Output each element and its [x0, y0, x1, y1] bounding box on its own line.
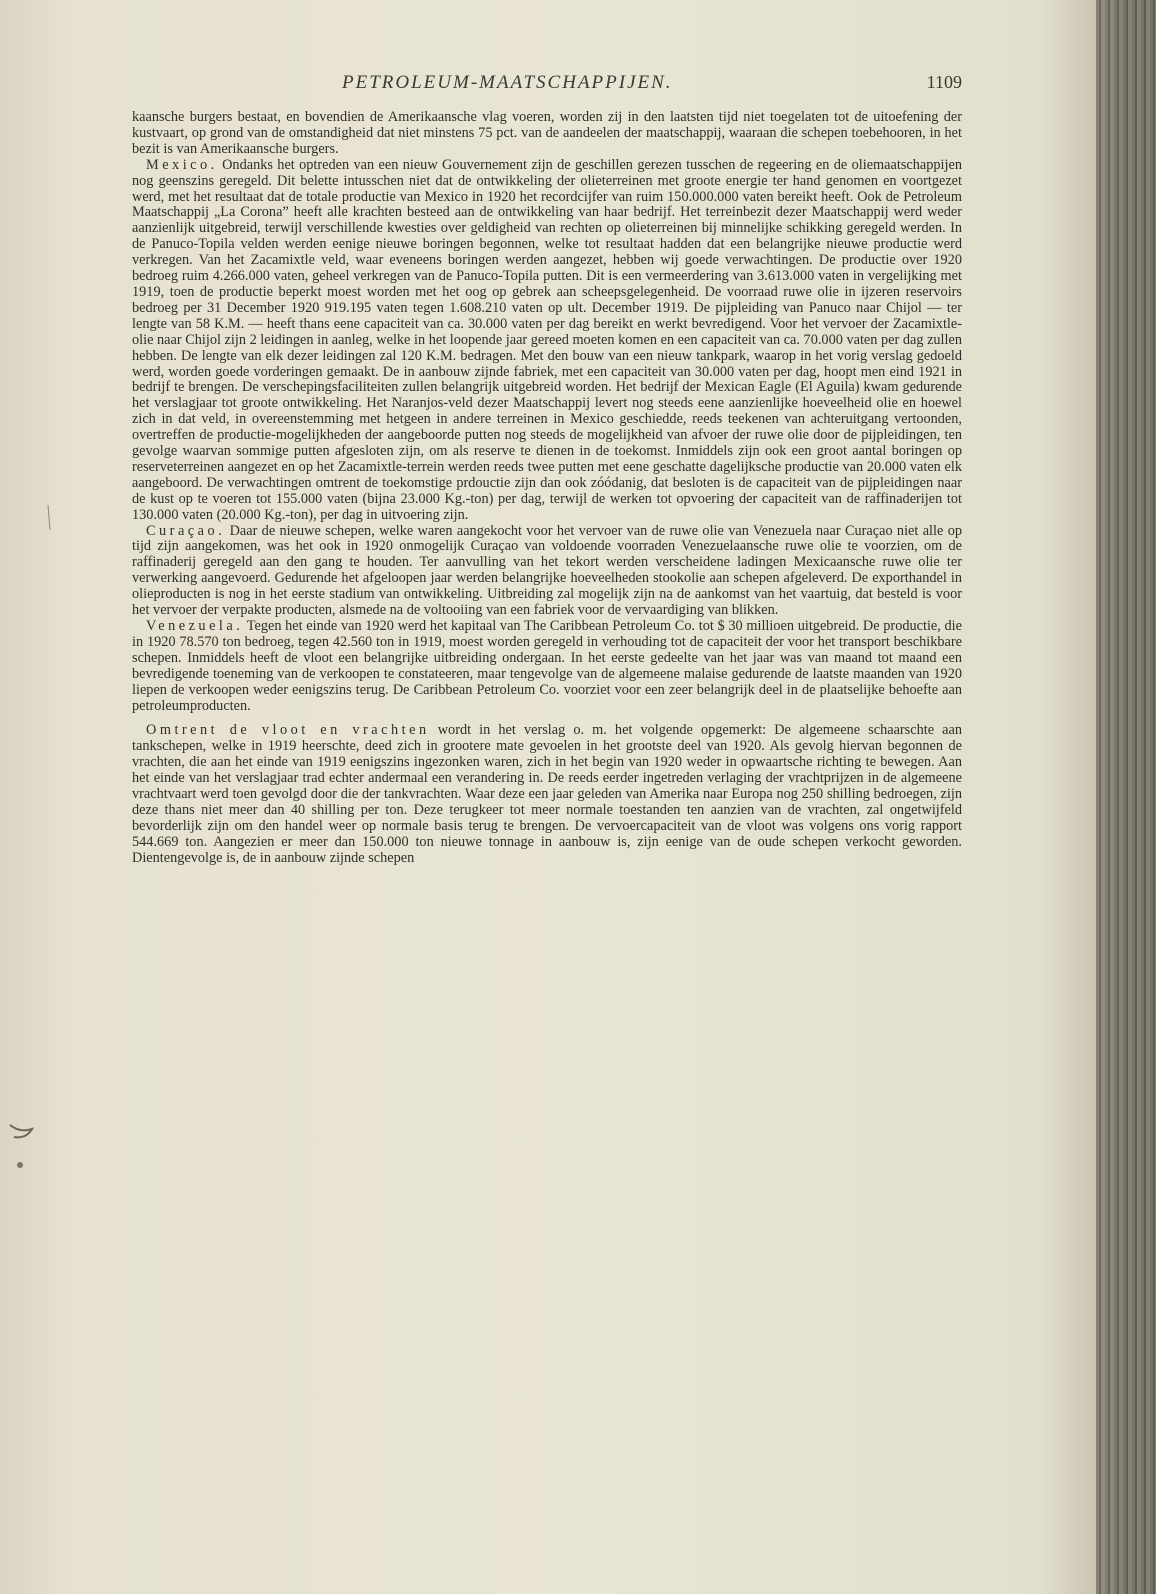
paragraph-text: Tegen het einde van 1920 werd het kapitaal van The Caribbean Petroleum Co. tot $ 30 millioen uitgebreid. De productie, die in 1920 78.570 ton bedroeg, tegen 42.560 ton in 1919, moest worden geregeld in verhouding tot de capaciteit der voor het transport beschikbare schepen. Inmiddels heeft de vloot een belangrijke uitbreiding ondergaan. In het eerste gedeelte van het jaar was van maand tot maand een bevredigende toeneming van de verkoopen te constateeren, maar tengevolge van de algemeene malaise gedurende de laatste maanden van 1920 liepen de verkoopen weder eenigszins terug. De Caribbean Petroleum Co. voorziet voor een zeer belangrijk deel in de plaatselijke behoefte aan petroleumproducten. — [132, 618, 962, 714]
section-lead: Mexico. — [146, 156, 218, 173]
paragraph-text: Ondanks het optreden van een nieuw Gouvernement zijn de geschillen gerezen tusschen de regeering en de oliemaatschappijen nog geenszins geregeld. Dit belette intusschen niet dat de ontwikkeling der olieterreinen met groote energie ter hand genomen en voortgezet werd, met het resultaat dat de totale productie van Mexico in 1920 het recordcijfer van ruim 150.000.000 vaten bereikt heeft. Ook de Petroleum Maatschappij „La Corona” heeft alle krachten besteed aan de ontwikkeling van haar bedrijf. Het terreinbezit dezer Maatschappij werd weder aanzienlijk uitgebreid, terwijl verschillende kwesties over geldigheid van rechten op olieterreinen bij minnelijke schikking geregeld werden. In de Panuco-Topila velden werden eenige nieuwe boringen begonnen, welke tot resultaat hadden dat een belangrijke nieuwe productie werd verkregen. Van het Zacamixtle veld, waar eveneens boringen werden aangezet, hebben wij goede verwachtingen. De productie over 1920 bedroeg ruim 4.266.000 vaten, geheel verkregen van de Panuco-Topila putten. Dit is een vermeerdering van 3.613.000 vaten in vergelijking met 1919, toen de productie beperkt moest worden met het oog op gebrek aan scheepsgelegenheid. De voorraad ruwe olie in ijzeren reservoirs bedroeg per 31 December 1920 919.195 vaten tegen 1.608.210 vaten op ult. December 1919. De pijpleiding van Panuco naar Chijol — ter lengte van 58 K.M. — heeft thans eene capaciteit van ca. 30.000 vaten per dag bereikt en werkt bevredigend. Voor het vervoer der Zacamixtle-olie naar Chijol zijn 2 leidingen in aanleg, welke in het loopende jaar gereed moeten komen en een capaciteit van ca. 70.000 vaten per dag zullen hebben. De lengte van elk dezer leidingen zal 120 K.M. bedragen. Met den bouw van een nieuw tankpark, waarop in het vorig verslag gedoeld werd, worden goede vorderingen gemaakt. De in aanbouw zijnde fabriek, met een capaciteit van 30.000 vaten per dag, hoopt men eind 1921 in bedrijf te brengen. De verschepingsfaciliteiten zullen belangrijk uitgebreid worden. Het bedrijf der Mexican Eagle (El Aguila) kwam gedurende het verslagjaar tot groote ontwikkeling. Het Naranjos-veld dezer Maatschappij levert nog steeds eene aanzienlijke hoeveelheid olie en hoewel zich in dat veld, in overeenstemming met hetgeen in andere terreinen in Mexico geschiedde, reeds teekenen van achteruitgang vertoonden, overtreffen de productie-mogelijkheden der aangeboorde putten nog steeds de mogelijkheid van afvoer der ruwe olie door de pijpleidingen, ten gevolge waarvan sommige putten afgesloten zijn, om als reserve te dienen in de toekomst. Inmiddels zijn ook een groot aantal boringen op reserveterreinen aangezet en op het Zacamixtle-terrein werden reeds twee putten met eene geschatte dagelijksche productie van 20.000 vaten elk aangeboord. De verwachtingen omtrent de toekomstige prdouctie zijn dan ook zóódanig, dat besloten is de capaciteit van de pijpleidingen naar de kust op te voeren tot 155.000 vaten (bijna 23.000 Kg.-ton) per dag, terwijl de werken tot opvoering der capaciteit van de raffinaderijen tot 130.000 vaten (20.000 Kg.-ton), per dag in uitvoering zijn. — [132, 156, 962, 523]
paragraph-venezuela — [132, 619, 962, 714]
paragraph-mexico — [132, 158, 962, 524]
paragraph-vloot — [132, 723, 962, 866]
paragraph-text: wordt in het verslag o. m. het volgende opgemerkt: De algemeene schaarschte aan tankschepen, welke in 1919 heerschte, deed zich in grootere mate gevoelen in het grootste deel van 1920. Als gevolg hiervan begonnen de vrachten, die aan het einde van 1919 eenigszins ingezonken waren, zich in het begin van 1920 weder in opwaartsche richting te bewegen. Aan het einde van het verslagjaar trad echter andermaal een verandering in. De reeds eerder ingetreden verlaging der vrachtprijzen in de algemeene vrachtvaart werd toen gevolgd door die der tankvrachten. Waar deze een jaar geleden van Amerika naar Europa nog 250 shilling bedroegen, zijn deze thans niet meer dan 40 shilling per ton. Deze terugkeer tot meer normale toestanden ten aanzien van de vrachten, zal ongetwijfeld bevorderlijk zijn om den handel weer op normale basis terug te brengen. De vervoercapaciteit van de vloot was volgens ons vorig rapport 544.669 ton. Aangezien er meer dan 150.000 ton nieuwe tonnage in aanbouw is, zijn eenige van de oude schepen verkocht geworden. Dientengevolge is, de in aanbouw zijnde schepen — [132, 722, 962, 866]
paragraph-curacao — [132, 524, 962, 619]
section-lead: Curaçao. — [146, 522, 226, 539]
book-page — [132, 72, 962, 867]
section-lead: Venezuela. — [146, 618, 244, 634]
page-number: 1109 — [926, 72, 962, 92]
body-text — [132, 110, 962, 867]
running-head-title: PETROLEUM-MAATSCHAPPIJEN. — [342, 72, 673, 93]
paragraph-text: Daar de nieuwe schepen, welke waren aangekocht voor het vervoer van de ruwe olie van Venezuela naar Curaçao niet alle op tijd zijn aangekomen, was het ook in 1920 onmogelijk Curaçao van voldoende voorraden Venezuelaansche ruwe olie te voorzien, om de raffinaderij geregeld aan den gang te houden. Ter aanvulling van het tekort werden verscheidene ladingen Mexicaansche ruwe olie ter verwerking aangevoerd. Gedurende het afgeloopen jaar werden belangrijke hoeveelheden stookolie aan schepen afgeleverd. De exporthandel in olieproducten is nog in het eerste stadium van ontwikkeling. Uitbreiding zal mogelijk zijn na de aankomst van het vaartuig, dat besteld is voor het vervoer der verpakte producten, alsmede na de voltooiing van een fabriek voor de vervaardiging van blikken. — [132, 522, 962, 619]
book-spine-edge — [1096, 0, 1156, 1594]
running-head — [132, 72, 962, 100]
paragraph-text: kaansche burgers bestaat, en bovendien de Amerikaansche vlag voeren, worden zij in den laatsten tijd niet toegelaten tot de uitoefening der kustvaart, op grond van de omstandigheid dat niet minstens 75 pct. van de aandeelen der maatschappij, waaraan die schepen toebehooren, in het bezit is van Amerikaansche burgers. — [132, 109, 962, 157]
paragraph — [132, 110, 962, 158]
section-lead: Omtrent de vloot en vrachten — [146, 722, 430, 739]
